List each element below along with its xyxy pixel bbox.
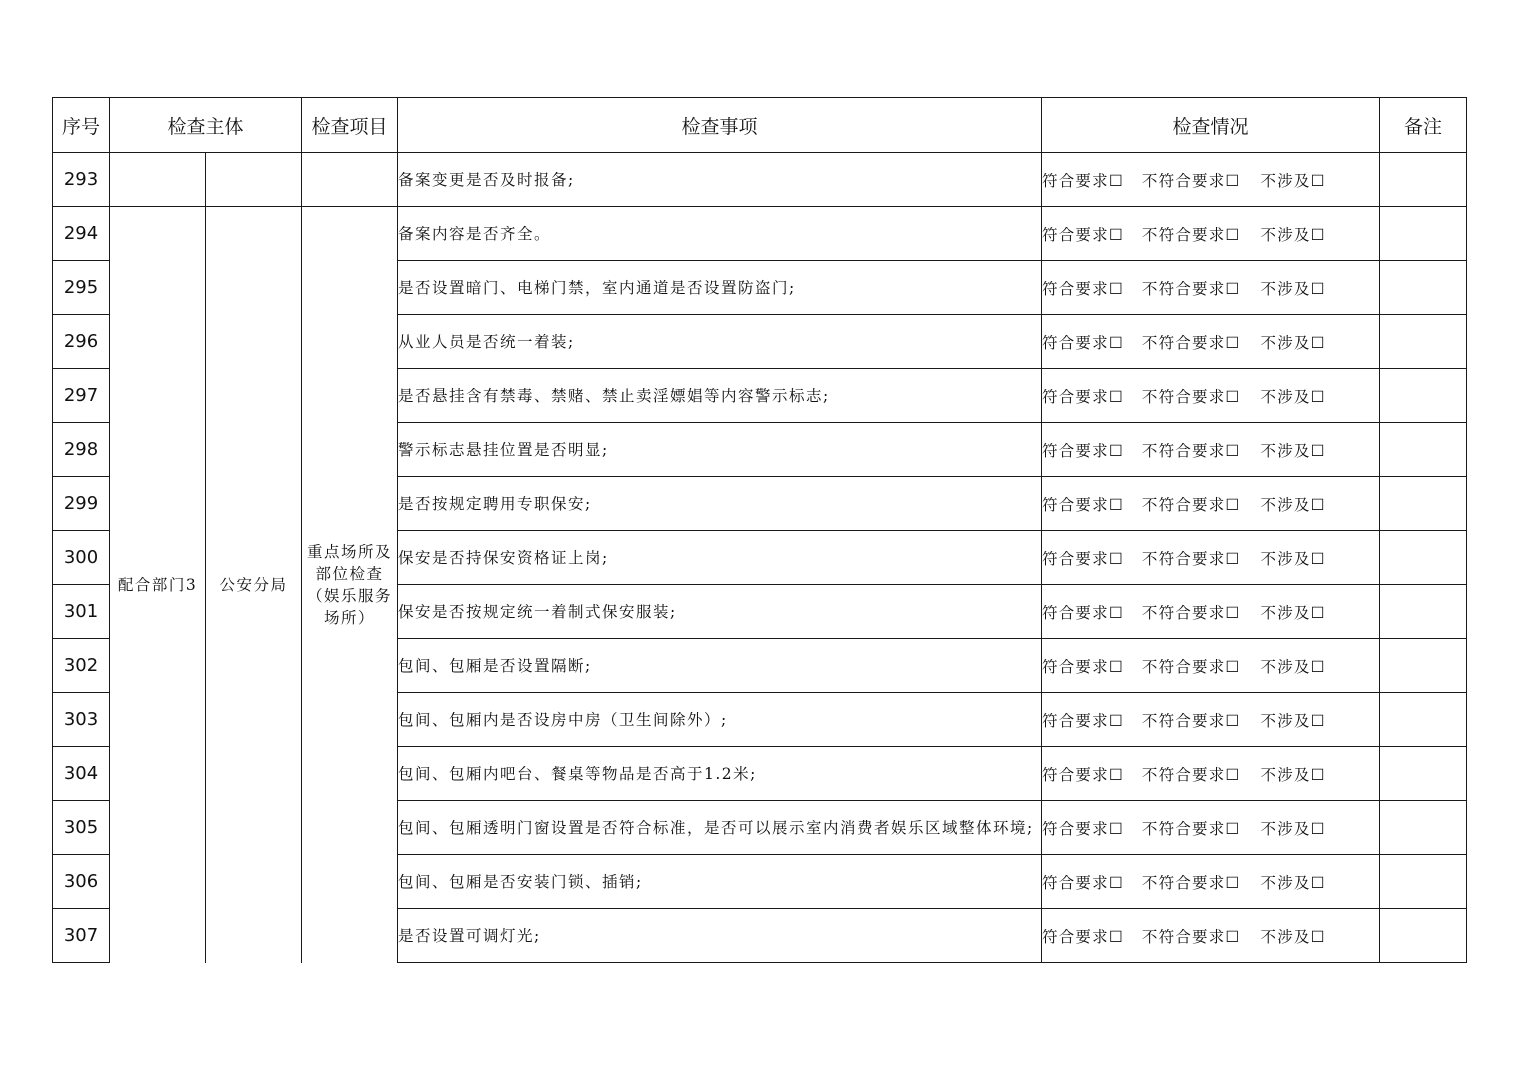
status-ok-checkbox[interactable]: 符合要求☐ bbox=[1042, 225, 1124, 244]
empty-cell bbox=[110, 153, 206, 207]
status-options bbox=[1042, 531, 1380, 585]
status-ok-checkbox[interactable]: 符合要求☐ bbox=[1042, 927, 1124, 946]
status-not-ok-checkbox[interactable]: 不符合要求☐ bbox=[1141, 387, 1241, 406]
status-options bbox=[1042, 369, 1380, 423]
status-not-ok-checkbox[interactable]: 不符合要求☐ bbox=[1141, 495, 1241, 514]
status-options bbox=[1042, 747, 1380, 801]
row-number: 305 bbox=[53, 801, 110, 855]
status-na-checkbox[interactable]: 不涉及☐ bbox=[1260, 927, 1326, 946]
dept-cell: 配合部门3 bbox=[110, 207, 206, 963]
status-na-checkbox[interactable]: 不涉及☐ bbox=[1260, 711, 1326, 730]
status-ok-checkbox[interactable]: 符合要求☐ bbox=[1042, 333, 1124, 352]
status-na-checkbox[interactable]: 不涉及☐ bbox=[1260, 657, 1326, 676]
status-na-checkbox[interactable]: 不涉及☐ bbox=[1260, 819, 1326, 838]
status-ok-checkbox[interactable]: 符合要求☐ bbox=[1042, 765, 1124, 784]
remark-cell[interactable] bbox=[1380, 585, 1467, 639]
remark-cell[interactable] bbox=[1380, 855, 1467, 909]
row-number: 306 bbox=[53, 855, 110, 909]
check-item: 包间、包厢内是否设房中房（卫生间除外）; bbox=[398, 693, 1042, 747]
row-number: 293 bbox=[53, 153, 110, 207]
header-status: 检查情况 bbox=[1042, 98, 1380, 153]
status-na-checkbox[interactable]: 不涉及☐ bbox=[1260, 549, 1326, 568]
check-item: 包间、包厢内吧台、餐桌等物品是否高于1.2米; bbox=[398, 747, 1042, 801]
remark-cell[interactable] bbox=[1380, 639, 1467, 693]
row-number: 303 bbox=[53, 693, 110, 747]
header-matter: 检查事项 bbox=[398, 98, 1042, 153]
remark-cell[interactable] bbox=[1380, 423, 1467, 477]
remark-cell[interactable] bbox=[1380, 261, 1467, 315]
status-ok-checkbox[interactable]: 符合要求☐ bbox=[1042, 549, 1124, 568]
unit-cell: 公安分局 bbox=[206, 207, 302, 963]
check-item: 包间、包厢透明门窗设置是否符合标准，是否可以展示室内消费者娱乐区域整体环境; bbox=[398, 801, 1042, 855]
remark-cell[interactable] bbox=[1380, 207, 1467, 261]
status-na-checkbox[interactable]: 不涉及☐ bbox=[1260, 279, 1326, 298]
status-not-ok-checkbox[interactable]: 不符合要求☐ bbox=[1141, 171, 1241, 190]
check-item: 包间、包厢是否安装门锁、插销; bbox=[398, 855, 1042, 909]
status-na-checkbox[interactable]: 不涉及☐ bbox=[1260, 495, 1326, 514]
status-options bbox=[1042, 153, 1380, 207]
status-options bbox=[1042, 855, 1380, 909]
status-not-ok-checkbox[interactable]: 不符合要求☐ bbox=[1141, 225, 1241, 244]
row-number: 294 bbox=[53, 207, 110, 261]
status-options bbox=[1042, 639, 1380, 693]
status-options bbox=[1042, 315, 1380, 369]
status-ok-checkbox[interactable]: 符合要求☐ bbox=[1042, 819, 1124, 838]
check-item: 是否悬挂含有禁毒、禁赌、禁止卖淫嫖娼等内容警示标志; bbox=[398, 369, 1042, 423]
table-row bbox=[53, 153, 1467, 207]
row-number: 301 bbox=[53, 585, 110, 639]
row-number: 296 bbox=[53, 315, 110, 369]
status-ok-checkbox[interactable]: 符合要求☐ bbox=[1042, 279, 1124, 298]
check-item: 从业人员是否统一着装; bbox=[398, 315, 1042, 369]
status-not-ok-checkbox[interactable]: 不符合要求☐ bbox=[1141, 765, 1241, 784]
status-na-checkbox[interactable]: 不涉及☐ bbox=[1260, 441, 1326, 460]
status-na-checkbox[interactable]: 不涉及☐ bbox=[1260, 765, 1326, 784]
remark-cell[interactable] bbox=[1380, 747, 1467, 801]
status-not-ok-checkbox[interactable]: 不符合要求☐ bbox=[1141, 549, 1241, 568]
status-options bbox=[1042, 423, 1380, 477]
row-number: 300 bbox=[53, 531, 110, 585]
status-not-ok-checkbox[interactable]: 不符合要求☐ bbox=[1141, 819, 1241, 838]
row-number: 295 bbox=[53, 261, 110, 315]
remark-cell[interactable] bbox=[1380, 909, 1467, 963]
status-ok-checkbox[interactable]: 符合要求☐ bbox=[1042, 387, 1124, 406]
row-number: 298 bbox=[53, 423, 110, 477]
remark-cell[interactable] bbox=[1380, 477, 1467, 531]
status-na-checkbox[interactable]: 不涉及☐ bbox=[1260, 603, 1326, 622]
table-row bbox=[53, 207, 1467, 261]
status-options bbox=[1042, 207, 1380, 261]
status-ok-checkbox[interactable]: 符合要求☐ bbox=[1042, 441, 1124, 460]
status-options bbox=[1042, 585, 1380, 639]
header-row bbox=[53, 98, 1467, 153]
table-body bbox=[53, 153, 1467, 963]
empty-cell bbox=[206, 153, 302, 207]
row-number: 299 bbox=[53, 477, 110, 531]
status-ok-checkbox[interactable]: 符合要求☐ bbox=[1042, 603, 1124, 622]
remark-cell[interactable] bbox=[1380, 693, 1467, 747]
empty-cell bbox=[302, 153, 398, 207]
status-not-ok-checkbox[interactable]: 不符合要求☐ bbox=[1141, 603, 1241, 622]
status-na-checkbox[interactable]: 不涉及☐ bbox=[1260, 873, 1326, 892]
status-ok-checkbox[interactable]: 符合要求☐ bbox=[1042, 171, 1124, 190]
status-na-checkbox[interactable]: 不涉及☐ bbox=[1260, 387, 1326, 406]
status-options bbox=[1042, 477, 1380, 531]
status-not-ok-checkbox[interactable]: 不符合要求☐ bbox=[1141, 279, 1241, 298]
status-options bbox=[1042, 909, 1380, 963]
status-not-ok-checkbox[interactable]: 不符合要求☐ bbox=[1141, 441, 1241, 460]
check-item: 是否设置暗门、电梯门禁，室内通道是否设置防盗门; bbox=[398, 261, 1042, 315]
remark-cell[interactable] bbox=[1380, 315, 1467, 369]
header-remark: 备注 bbox=[1380, 98, 1467, 153]
header-project: 检查项目 bbox=[302, 98, 398, 153]
check-item: 备案内容是否齐全。 bbox=[398, 207, 1042, 261]
inspection-table bbox=[52, 97, 1467, 963]
status-options bbox=[1042, 261, 1380, 315]
status-not-ok-checkbox[interactable]: 不符合要求☐ bbox=[1141, 873, 1241, 892]
remark-cell[interactable] bbox=[1380, 153, 1467, 207]
header-subject: 检查主体 bbox=[110, 98, 302, 153]
status-not-ok-checkbox[interactable]: 不符合要求☐ bbox=[1141, 927, 1241, 946]
check-item: 包间、包厢是否设置隔断; bbox=[398, 639, 1042, 693]
header-seq: 序号 bbox=[53, 98, 110, 153]
status-ok-checkbox[interactable]: 符合要求☐ bbox=[1042, 711, 1124, 730]
status-na-checkbox[interactable]: 不涉及☐ bbox=[1260, 333, 1326, 352]
status-options bbox=[1042, 801, 1380, 855]
status-ok-checkbox[interactable]: 符合要求☐ bbox=[1042, 873, 1124, 892]
status-ok-checkbox[interactable]: 符合要求☐ bbox=[1042, 495, 1124, 514]
status-na-checkbox[interactable]: 不涉及☐ bbox=[1260, 171, 1326, 190]
check-item: 保安是否按规定统一着制式保安服装; bbox=[398, 585, 1042, 639]
row-number: 302 bbox=[53, 639, 110, 693]
check-item: 是否设置可调灯光; bbox=[398, 909, 1042, 963]
check-item: 警示标志悬挂位置是否明显; bbox=[398, 423, 1042, 477]
row-number: 307 bbox=[53, 909, 110, 963]
status-options bbox=[1042, 693, 1380, 747]
status-na-checkbox[interactable]: 不涉及☐ bbox=[1260, 225, 1326, 244]
row-number: 304 bbox=[53, 747, 110, 801]
status-not-ok-checkbox[interactable]: 不符合要求☐ bbox=[1141, 657, 1241, 676]
check-item: 是否按规定聘用专职保安; bbox=[398, 477, 1042, 531]
project-cell: 重点场所及部位检查（娱乐服务场所） bbox=[302, 207, 398, 963]
remark-cell[interactable] bbox=[1380, 801, 1467, 855]
status-ok-checkbox[interactable]: 符合要求☐ bbox=[1042, 657, 1124, 676]
check-item: 备案变更是否及时报备; bbox=[398, 153, 1042, 207]
status-not-ok-checkbox[interactable]: 不符合要求☐ bbox=[1141, 711, 1241, 730]
remark-cell[interactable] bbox=[1380, 531, 1467, 585]
row-number: 297 bbox=[53, 369, 110, 423]
check-item: 保安是否持保安资格证上岗; bbox=[398, 531, 1042, 585]
remark-cell[interactable] bbox=[1380, 369, 1467, 423]
status-not-ok-checkbox[interactable]: 不符合要求☐ bbox=[1141, 333, 1241, 352]
